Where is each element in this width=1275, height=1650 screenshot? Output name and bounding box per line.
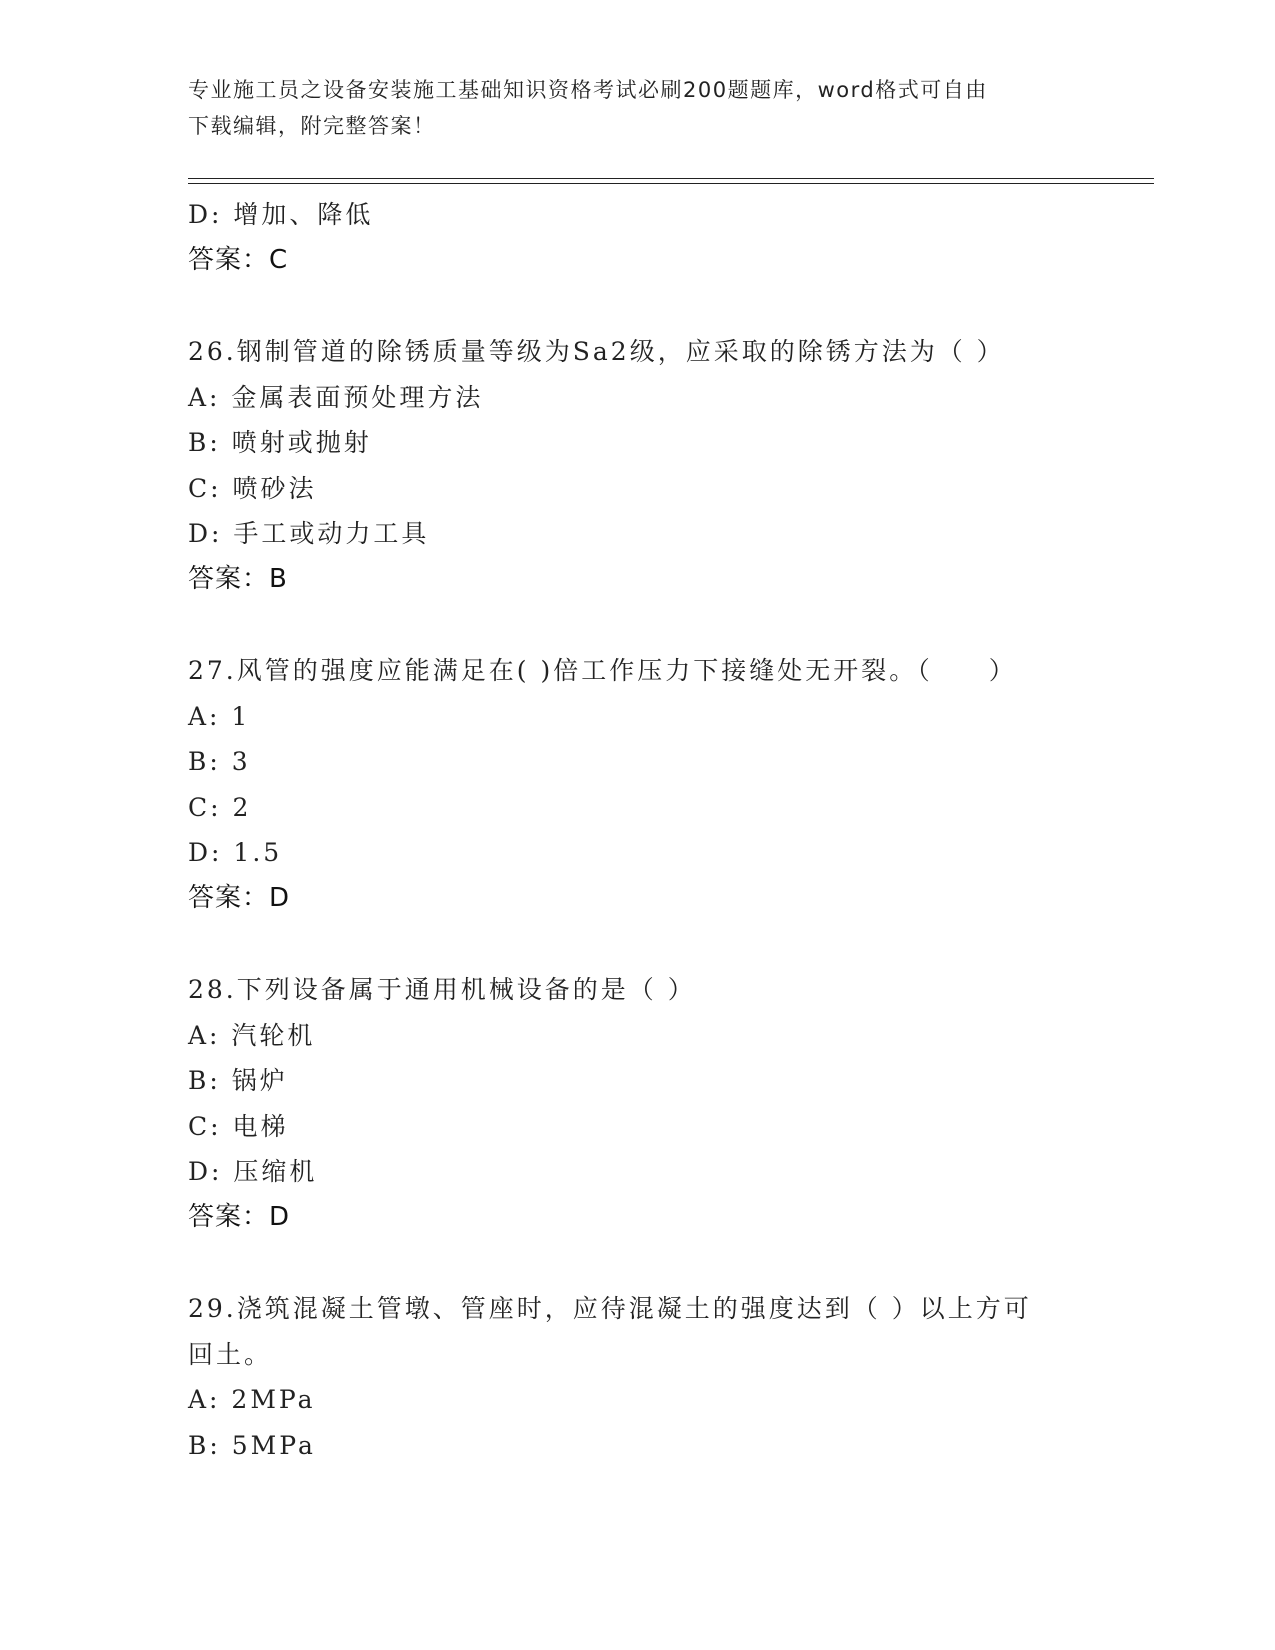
- spacer: [188, 921, 1088, 967]
- question-28: [188, 967, 1088, 1240]
- option-c: C: 电梯: [188, 1111, 289, 1141]
- option-a: A: 2MPa: [188, 1385, 316, 1414]
- option-b: B: 3: [188, 747, 251, 776]
- question-content: [188, 192, 1088, 1468]
- question-27: [188, 648, 1088, 921]
- header-rule-bottom: [188, 183, 1154, 184]
- option-d: D: 手工或动力工具: [188, 519, 430, 548]
- header-line-2: 下载编辑，附完整答案！: [188, 114, 436, 138]
- option-a: A: 金属表面预处理方法: [188, 382, 484, 412]
- option-b: B: 5MPa: [188, 1430, 316, 1460]
- option-a: A: 1: [188, 701, 251, 731]
- question-26: [188, 329, 1088, 602]
- answer-line: 答案：D: [188, 1201, 291, 1232]
- answer-line: 答案：B: [188, 563, 288, 594]
- option-c: C: 2: [188, 792, 252, 822]
- header-line-1: 专业施工员之设备安装施工基础知识资格考试必刷200题题库，word格式可自由: [188, 78, 988, 102]
- document-header: [188, 72, 1088, 144]
- question-stem: 29.浇筑混凝土管墩、管座时，应待混凝土的强度达到（ ）以上方可: [188, 1294, 1032, 1323]
- question-stem: 27.风管的强度应能满足在( )倍工作压力下接缝处无开裂。（ ）: [188, 656, 1017, 685]
- option-b: B: 锅炉: [188, 1066, 288, 1095]
- spacer: [188, 283, 1088, 329]
- option-d: D: 增加、降低: [188, 200, 374, 229]
- spacer: [188, 602, 1088, 648]
- answer-line: 答案：C: [188, 244, 289, 275]
- header-rule-top: [188, 178, 1154, 179]
- question-29: [188, 1286, 1088, 1468]
- answer-line: 答案：D: [188, 882, 291, 913]
- option-d: D: 压缩机: [188, 1157, 318, 1186]
- spacer: [188, 1240, 1088, 1286]
- option-b: B: 喷射或抛射: [188, 428, 372, 457]
- question-stem-continued: 回土。: [188, 1339, 273, 1369]
- option-c: C: 喷砂法: [188, 473, 317, 503]
- option-d: D: 1.5: [188, 838, 283, 867]
- option-a: A: 汽轮机: [188, 1020, 316, 1050]
- question-stem: 26.钢制管道的除锈质量等级为Sa2级，应采取的除锈方法为（ ）: [188, 337, 1005, 366]
- question-stem: 28.下列设备属于通用机械设备的是（ ）: [188, 975, 696, 1004]
